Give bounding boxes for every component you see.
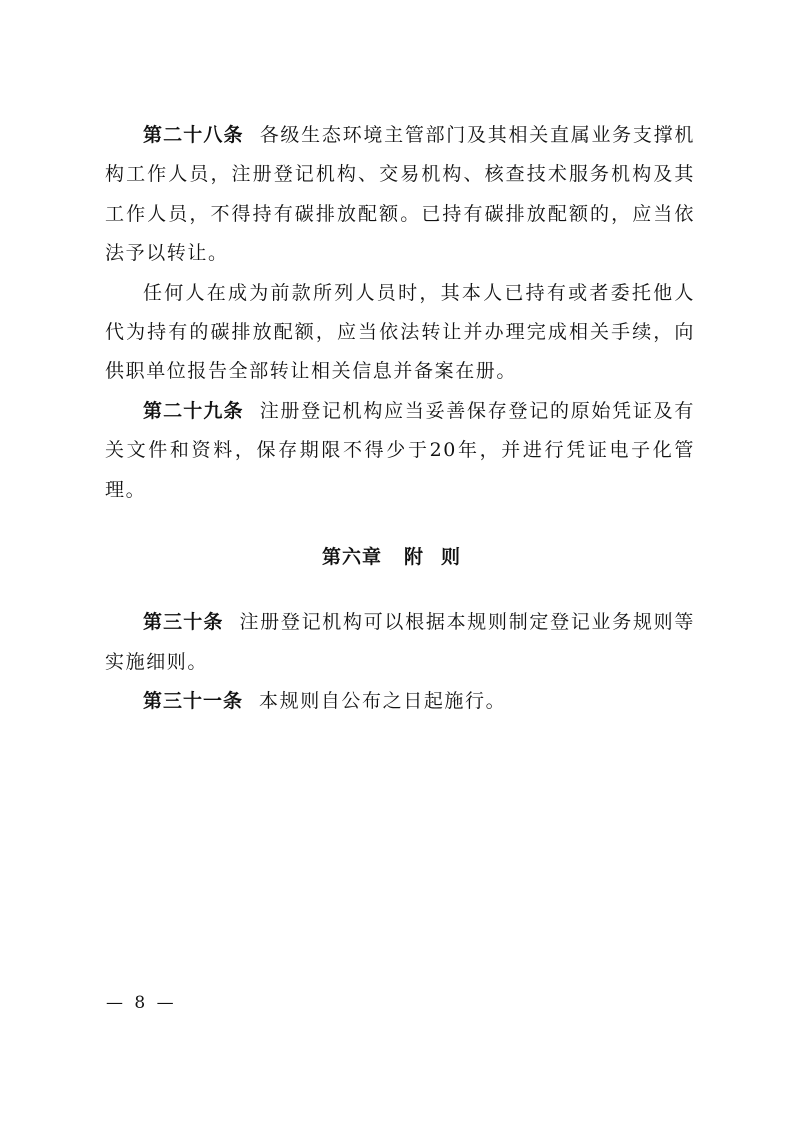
article-text: 各级生态环境主管部门及其相关直属业务支撑机构工作人员，注册登记机构、交易机构、核查技术服务机构及其工作人员，不得持有碳排放配额。已持有碳排放配额的，应当依法予以转让。 bbox=[105, 124, 695, 265]
page-number: — 8 — bbox=[106, 993, 177, 1013]
document-body bbox=[105, 116, 695, 722]
article-text: 本规则自公布之日起施行。 bbox=[259, 690, 507, 713]
chapter-name: 附则 bbox=[404, 546, 479, 569]
article-29 bbox=[105, 392, 695, 510]
article-text: 注册登记机构应当妥善保存登记的原始凭证及有关文件和资料，保存期限不得少于20年，并进行凭证电子化管理。 bbox=[105, 399, 695, 501]
article-30 bbox=[105, 603, 695, 682]
chapter-number: 第六章 bbox=[321, 546, 382, 569]
article-label: 第二十九条 bbox=[143, 399, 244, 422]
article-label: 第二十八条 bbox=[143, 124, 244, 146]
chapter-heading bbox=[105, 538, 695, 577]
article-label: 第三十一条 bbox=[143, 690, 244, 713]
article-28-paragraph-2 bbox=[105, 274, 695, 392]
article-text: 注册登记机构可以根据本规则制定登记业务规则等实施细则。 bbox=[105, 611, 695, 673]
article-label: 第三十条 bbox=[143, 611, 224, 634]
article-28 bbox=[105, 116, 695, 274]
article-text: 任何人在成为前款所列人员时，其本人已持有或者委托他人代为持有的碳排放配额，应当依法转让并办理完成相关手续，向供职单位报告全部转让相关信息并备案在册。 bbox=[105, 281, 695, 383]
article-31 bbox=[105, 682, 695, 721]
